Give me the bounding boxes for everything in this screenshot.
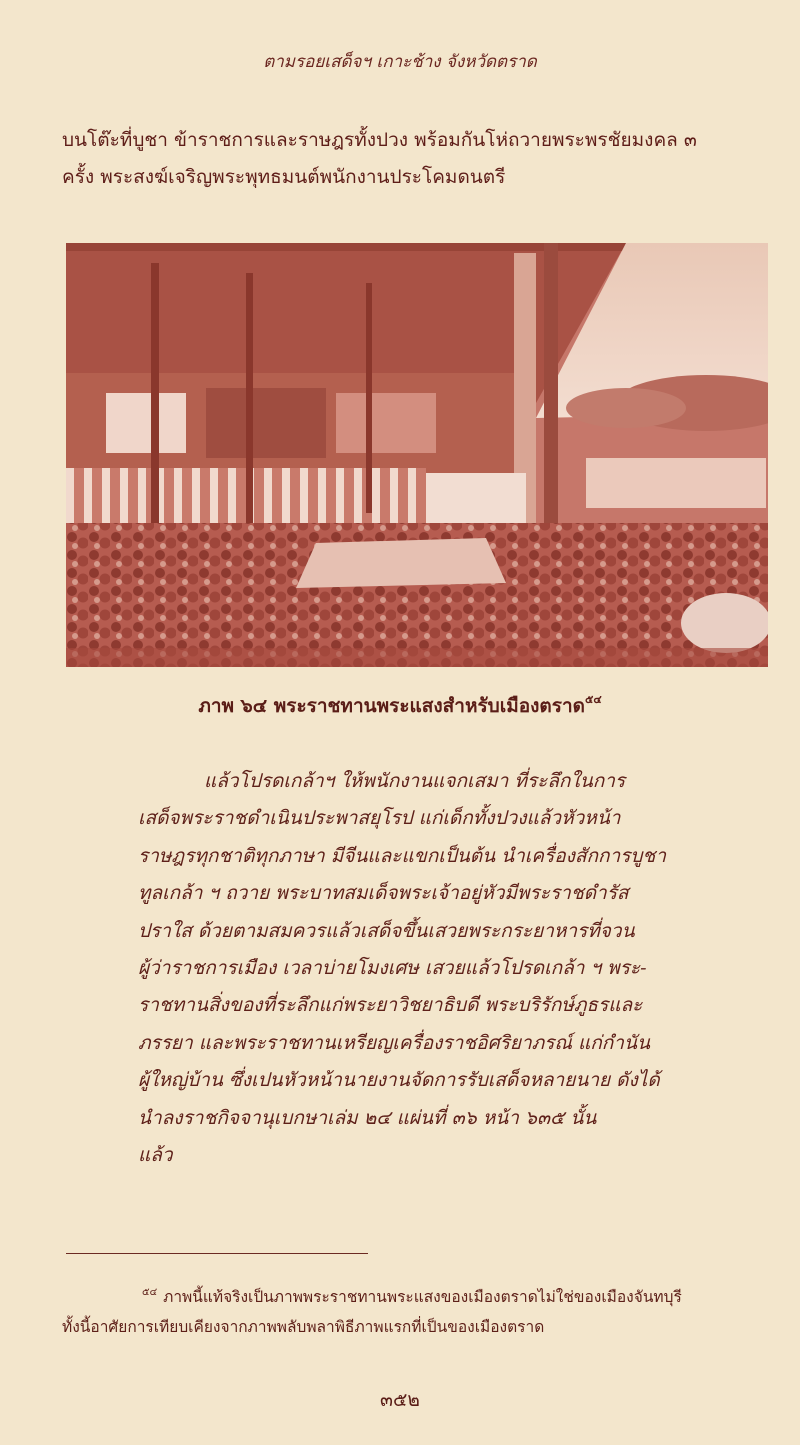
caption-footnote-mark: ๕๔ <box>585 693 602 706</box>
body-line: ภรรยา และพระราชทานเหรียญเครื่องราชอิศริยาภรณ์ แก่กำนัน <box>138 1031 650 1054</box>
body-line: แล้วโปรดเกล้าฯ ให้พนักงานแจกเสมา ที่ระลึกในการ <box>204 770 626 792</box>
intro-paragraph <box>62 122 762 196</box>
intro-line: ครั้ง พระสงฆ์เจริญพระพุทธมนต์พนักงานประโคมดนตรี <box>62 166 506 188</box>
body-line: แล้ว <box>138 1144 173 1167</box>
body-line: ราษฎรทุกชาติทุกภาษา มีจีนและแขกเป็นต้น นำเครื่องสักการบูชา <box>138 844 666 867</box>
ceremony-photo <box>66 243 768 667</box>
page-number: ๓๕๒ <box>380 1389 420 1411</box>
footnote <box>62 1278 782 1342</box>
footnote-line: ทั้งนี้อาศัยการเทียบเคียงจากภาพพลับพลาพิธีภาพแรกที่เป็นของเมืองตราด <box>62 1318 545 1336</box>
body-paragraph <box>138 763 738 1174</box>
body-line: ราชทานสิ่งของที่ระลึกแก่พระยาวิชยาธิบดี พระบริรักษ์ภูธรและ <box>138 994 643 1017</box>
caption-text: ภาพ ๖๔ พระราชทานพระแสงสำหรับเมืองตราด <box>198 695 585 717</box>
body-line: ปราใส ด้วยตามสมควรแล้วเสด็จขึ้นเสวยพระกระยาหารที่จวน <box>138 919 635 942</box>
intro-line: บนโต๊ะที่บูชา ข้าราชการและราษฎรทั้งปวง พร้อมกันโห่ถวายพระพรชัยมงคล ๓ <box>62 129 697 151</box>
body-line: ผู้ว่าราชการเมือง เวลาบ่ายโมงเศษ เสวยแล้วโปรดเกล้า ฯ พระ- <box>138 957 647 980</box>
footnote-divider <box>66 1253 368 1254</box>
footnote-text: ภาพนี้แท้จริงเป็นภาพพระราชทานพระแสงของเมืองตราดไม่ใช่ของเมืองจันทบุรี <box>163 1288 682 1306</box>
footnote-line <box>62 1278 782 1312</box>
ceremony-photo-image <box>66 243 768 667</box>
footnote-mark: ๕๔ <box>142 1287 158 1298</box>
body-line: ทูลเกล้า ฯ ถวาย พระบาทสมเด็จพระเจ้าอยู่หัวมีพระราชดำรัส <box>138 882 629 905</box>
body-line: เสด็จพระราชดำเนินประพาสยุโรป แก่เด็กทั้งปวงแล้วหัวหน้า <box>138 807 621 830</box>
figure-caption <box>0 690 800 721</box>
body-line: นำลงราชกิจจานุเบกษาเล่ม ๒๔ แผ่นที่ ๓๖ หน้า ๖๓๕ นั้น <box>138 1106 597 1129</box>
running-header: ตามรอยเสด็จฯ เกาะช้าง จังหวัดตราด <box>263 52 537 72</box>
body-line: ผู้ใหญ่บ้าน ซึ่งเปนหัวหน้านายงานจัดการรับเสด็จหลายนาย ดังได้ <box>138 1069 660 1092</box>
